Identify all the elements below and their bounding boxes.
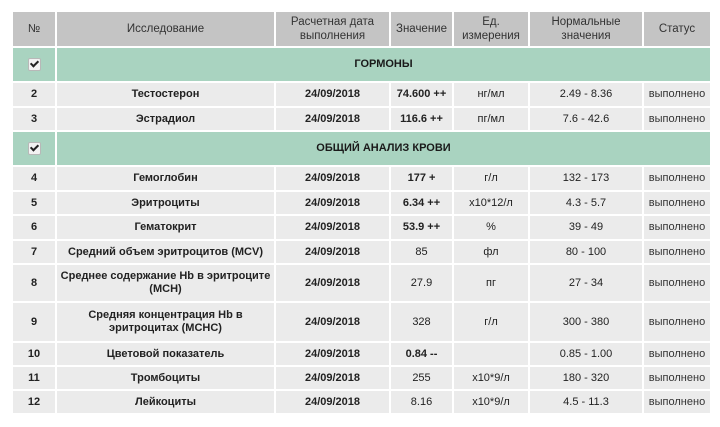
row-num: 7 — [12, 240, 56, 264]
row-status: выполнено — [643, 215, 711, 240]
table-row — [12, 264, 711, 302]
group-row-cbc — [12, 131, 711, 166]
row-num: 11 — [12, 366, 56, 390]
row-num: 9 — [12, 302, 56, 342]
table-row — [12, 107, 711, 131]
table-header-row — [12, 11, 711, 47]
row-name: Тромбоциты — [56, 366, 275, 390]
header-value: Значение — [390, 11, 453, 47]
row-status: выполнено — [643, 107, 711, 131]
row-name: Среднее содержание Hb в эритроците (MCH) — [56, 264, 275, 302]
row-value: 53.9 ++ — [390, 215, 453, 240]
row-date: 24/09/2018 — [275, 366, 390, 390]
row-name: Гематокрит — [56, 215, 275, 240]
row-status: выполнено — [643, 166, 711, 191]
row-date: 24/09/2018 — [275, 215, 390, 240]
row-norm: 300 - 380 — [529, 302, 643, 342]
row-norm: 80 - 100 — [529, 240, 643, 264]
row-status: выполнено — [643, 302, 711, 342]
group-row-hormones — [12, 47, 711, 82]
group-title: ОБЩИЙ АНАЛИЗ КРОВИ — [56, 131, 711, 166]
row-unit — [453, 342, 529, 366]
table-row — [12, 366, 711, 390]
row-name: Эстрадиол — [56, 107, 275, 131]
row-unit: пг — [453, 264, 529, 302]
row-status: выполнено — [643, 264, 711, 302]
row-status: выполнено — [643, 191, 711, 215]
row-name: Эритроциты — [56, 191, 275, 215]
checkbox-checked-icon[interactable] — [28, 58, 41, 71]
row-unit: x10*9/л — [453, 366, 529, 390]
row-unit: x10*9/л — [453, 390, 529, 414]
row-status: выполнено — [643, 390, 711, 414]
row-date: 24/09/2018 — [275, 302, 390, 342]
header-norm: Нормальные значения — [529, 11, 643, 47]
row-name: Гемоглобин — [56, 166, 275, 191]
group-checkbox-cell[interactable] — [12, 131, 56, 166]
row-num: 10 — [12, 342, 56, 366]
row-norm: 4.3 - 5.7 — [529, 191, 643, 215]
row-name: Цветовой показатель — [56, 342, 275, 366]
row-date: 24/09/2018 — [275, 191, 390, 215]
row-name: Средний объем эритроцитов (MCV) — [56, 240, 275, 264]
table-row — [12, 390, 711, 414]
row-status: выполнено — [643, 240, 711, 264]
table-row — [12, 82, 711, 107]
table-row — [12, 240, 711, 264]
row-unit: пг/мл — [453, 107, 529, 131]
table-row — [12, 166, 711, 191]
row-unit: x10*12/л — [453, 191, 529, 215]
row-unit: фл — [453, 240, 529, 264]
group-title: ГОРМОНЫ — [56, 47, 711, 82]
row-norm: 0.85 - 1.00 — [529, 342, 643, 366]
row-value: 8.16 — [390, 390, 453, 414]
row-date: 24/09/2018 — [275, 390, 390, 414]
row-num: 3 — [12, 107, 56, 131]
header-date: Расчетная дата выполнения — [275, 11, 390, 47]
checkbox-checked-icon[interactable] — [28, 142, 41, 155]
row-unit: нг/мл — [453, 82, 529, 107]
row-value: 27.9 — [390, 264, 453, 302]
row-num: 6 — [12, 215, 56, 240]
row-value: 0.84 -- — [390, 342, 453, 366]
row-norm: 27 - 34 — [529, 264, 643, 302]
header-status: Статус — [643, 11, 711, 47]
row-norm: 4.5 - 11.3 — [529, 390, 643, 414]
row-date: 24/09/2018 — [275, 240, 390, 264]
row-name: Тестостерон — [56, 82, 275, 107]
row-value: 74.600 ++ — [390, 82, 453, 107]
row-date: 24/09/2018 — [275, 107, 390, 131]
row-status: выполнено — [643, 82, 711, 107]
row-date: 24/09/2018 — [275, 166, 390, 191]
row-value: 85 — [390, 240, 453, 264]
row-unit: г/л — [453, 166, 529, 191]
header-study: Исследование — [56, 11, 275, 47]
table-row — [12, 191, 711, 215]
row-value: 116.6 ++ — [390, 107, 453, 131]
row-name: Средняя концентрация Hb в эритроцитах (MCHC) — [56, 302, 275, 342]
lab-results-table — [11, 10, 712, 415]
header-num: № — [12, 11, 56, 47]
row-date: 24/09/2018 — [275, 342, 390, 366]
row-value: 328 — [390, 302, 453, 342]
row-num: 12 — [12, 390, 56, 414]
row-date: 24/09/2018 — [275, 264, 390, 302]
row-num: 5 — [12, 191, 56, 215]
table-row — [12, 215, 711, 240]
table-row — [12, 302, 711, 342]
row-status: выполнено — [643, 342, 711, 366]
row-norm: 7.6 - 42.6 — [529, 107, 643, 131]
row-norm: 180 - 320 — [529, 366, 643, 390]
row-name: Лейкоциты — [56, 390, 275, 414]
group-checkbox-cell[interactable] — [12, 47, 56, 82]
row-norm: 132 - 173 — [529, 166, 643, 191]
row-status: выполнено — [643, 366, 711, 390]
row-value: 177 + — [390, 166, 453, 191]
row-norm: 2.49 - 8.36 — [529, 82, 643, 107]
row-value: 255 — [390, 366, 453, 390]
row-num: 8 — [12, 264, 56, 302]
row-unit: % — [453, 215, 529, 240]
header-unit: Ед. измерения — [453, 11, 529, 47]
row-num: 4 — [12, 166, 56, 191]
row-num: 2 — [12, 82, 56, 107]
row-norm: 39 - 49 — [529, 215, 643, 240]
table-row — [12, 342, 711, 366]
row-value: 6.34 ++ — [390, 191, 453, 215]
row-unit: г/л — [453, 302, 529, 342]
row-date: 24/09/2018 — [275, 82, 390, 107]
